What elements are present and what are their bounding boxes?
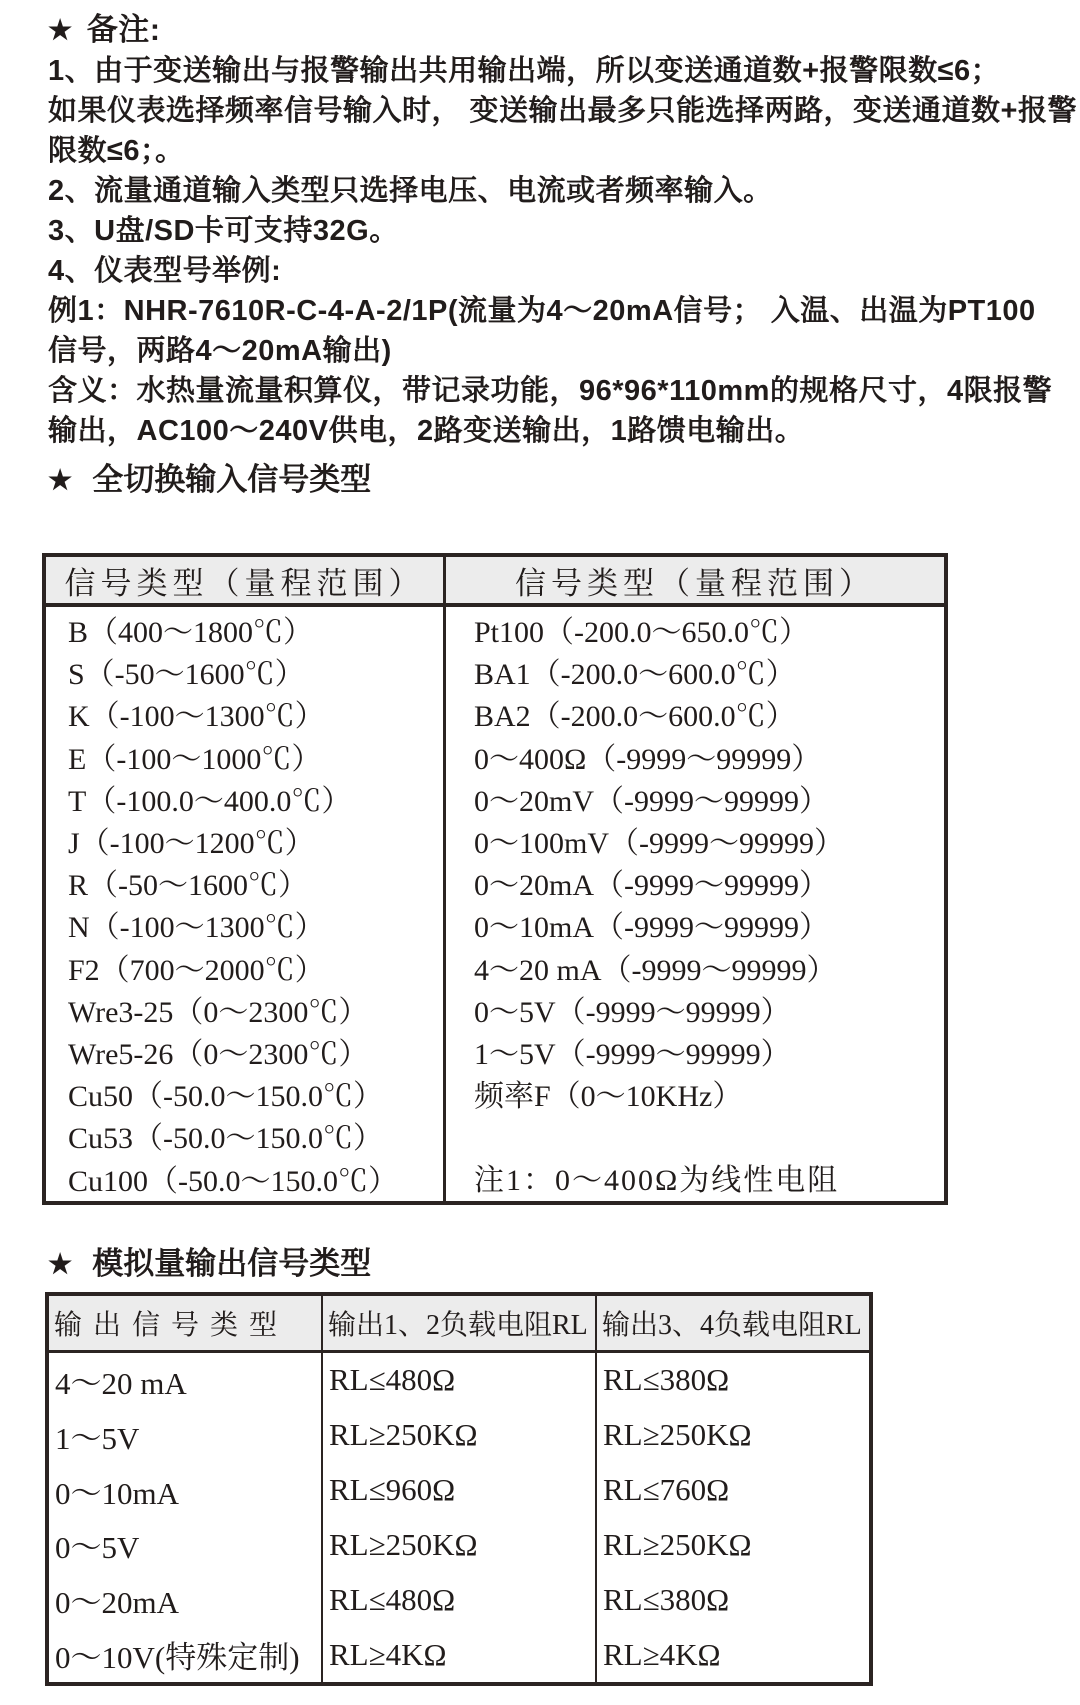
- signal-range-item: K（-100～1300℃）: [68, 700, 325, 734]
- input-table-header-left: 信号类型（量程范围）: [46, 557, 446, 607]
- signal-range-item: E（-100～1000℃）: [68, 742, 322, 776]
- output-type-cell: 0～20mA: [49, 1572, 323, 1627]
- input-section-heading: [48, 460, 371, 501]
- note-line: 如果仪表选择频率信号输入时， 变送输出最多只能选择两路，变送通道数+报警: [48, 95, 1077, 127]
- rl34-cell: RL≤760Ω: [603, 1472, 730, 1508]
- input-signal-table: [42, 553, 948, 1205]
- notes-heading: [48, 10, 1058, 51]
- output-type-cell: 0～10V(特殊定制): [49, 1627, 323, 1682]
- signal-range-item: S（-50～1600℃）: [68, 658, 305, 692]
- signal-range-item: B（400～1800℃）: [68, 616, 314, 649]
- signal-range-item: Cu53（-50.0～150.0℃）: [68, 1122, 383, 1156]
- rl34-cell: RL≤380Ω: [603, 1581, 730, 1617]
- rl12-cell: RL≤480Ω: [323, 1572, 597, 1627]
- signal-range-item: R（-50～1600℃）: [68, 869, 308, 903]
- output-type-cell: 4～20 mA: [49, 1353, 323, 1408]
- signal-range-item: T（-100.0～400.0℃）: [68, 784, 352, 818]
- note-line: 3、U盘/SD卡可支持32G。: [48, 215, 399, 247]
- rl34-cell: RL≥250KΩ: [603, 1417, 752, 1453]
- signal-range-item: BA2（-200.0～600.0℃）: [474, 700, 796, 734]
- rl12-cell: RL≤480Ω: [323, 1353, 597, 1408]
- signal-range-item: Cu100（-50.0～150.0℃）: [68, 1164, 398, 1198]
- note-line: 例1：NHR-7610R-C-4-A-2/1P(流量为4～20mA信号； 入温、出温为PT100: [48, 295, 1036, 327]
- note-line: 输出，AC100～240V供电，2路变送输出，1路馈电输出。: [48, 415, 805, 447]
- output-section-title: 模拟量输出信号类型: [92, 1246, 372, 1281]
- input-table-header-right: 信号类型（量程范围）: [446, 557, 944, 607]
- note-line: 限数≤6；。: [48, 135, 185, 167]
- signal-range-item: Wre3-25（0～2300℃）: [68, 995, 369, 1029]
- signal-range-item: J（-100～1200℃）: [68, 827, 315, 861]
- signal-range-item: N（-100～1300℃）: [68, 911, 325, 945]
- output-section-heading: [48, 1244, 371, 1285]
- rl12-cell: RL≥4KΩ: [323, 1627, 597, 1682]
- signal-range-item: 0～20mV（-9999～99999）: [474, 784, 829, 818]
- signal-range-item: 4～20 mA（-9999～99999）: [474, 953, 837, 987]
- signal-range-item: F2（700～2000℃）: [68, 953, 325, 987]
- output-table-header-rl34: 输出3、4负载电阻RL: [597, 1296, 869, 1353]
- output-type-cell: 0～10mA: [49, 1463, 323, 1518]
- signal-range-item: Wre5-26（0～2300℃）: [68, 1038, 369, 1072]
- signal-range-item: 0～20mA（-9999～99999）: [474, 869, 829, 903]
- signal-range-item: 0～400Ω（-9999～99999）: [474, 742, 822, 776]
- signal-range-item: 频率F（0～10KHz）: [474, 1080, 743, 1114]
- notes-title: 备注:: [86, 12, 161, 47]
- note-line: 1、由于变送输出与报警输出共用输出端，所以变送通道数+报警限数≤6；: [48, 55, 1001, 87]
- note-line: 4、仪表型号举例:: [48, 255, 282, 287]
- output-signal-table: [45, 1292, 873, 1686]
- output-table-header-type: 输出信号类型: [49, 1296, 323, 1353]
- note-line: 信号，两路4～20mA输出): [48, 335, 392, 367]
- rl12-cell: RL≤960Ω: [323, 1463, 597, 1518]
- output-type-cell: 0～5V: [49, 1517, 323, 1572]
- rl34-cell: RL≥4KΩ: [603, 1636, 721, 1672]
- signal-range-item: 1～5V（-9999～99999）: [474, 1038, 791, 1072]
- star-icon: ★: [48, 1249, 73, 1279]
- input-table-right-cell: [446, 607, 944, 1201]
- rl34-cell: RL≥250KΩ: [603, 1526, 752, 1562]
- input-table-note: 注1：0～400Ω为线性电阻: [474, 1164, 840, 1198]
- signal-range-item: BA1（-200.0～600.0℃）: [474, 658, 796, 692]
- note-line: 2、流量通道输入类型只选择电压、电流或者频率输入。: [48, 175, 773, 207]
- star-icon: ★: [48, 465, 73, 495]
- input-section-title: 全切换输入信号类型: [92, 462, 372, 497]
- signal-range-item: 0～10mA（-9999～99999）: [474, 911, 829, 945]
- signal-range-item: 0～5V（-9999～99999）: [474, 995, 791, 1029]
- rl34-cell: RL≤380Ω: [603, 1362, 730, 1398]
- notes-section: [48, 10, 1077, 451]
- output-table-header-rl12: 输出1、2负载电阻RL: [323, 1296, 597, 1353]
- signal-range-item: Cu50（-50.0～150.0℃）: [68, 1080, 383, 1114]
- signal-range-item: Pt100（-200.0～650.0℃）: [474, 616, 810, 649]
- rl12-cell: RL≥250KΩ: [323, 1517, 597, 1572]
- input-table-left-cell: [46, 607, 446, 1201]
- star-icon: ★: [48, 15, 73, 45]
- signal-range-item: 0～100mV（-9999～99999）: [474, 827, 844, 861]
- output-type-cell: 1～5V: [49, 1408, 323, 1463]
- note-line: 含义：水热量流量积算仪，带记录功能，96*96*110mm的规格尺寸，4限报警: [48, 375, 1053, 407]
- rl12-cell: RL≥250KΩ: [323, 1408, 597, 1463]
